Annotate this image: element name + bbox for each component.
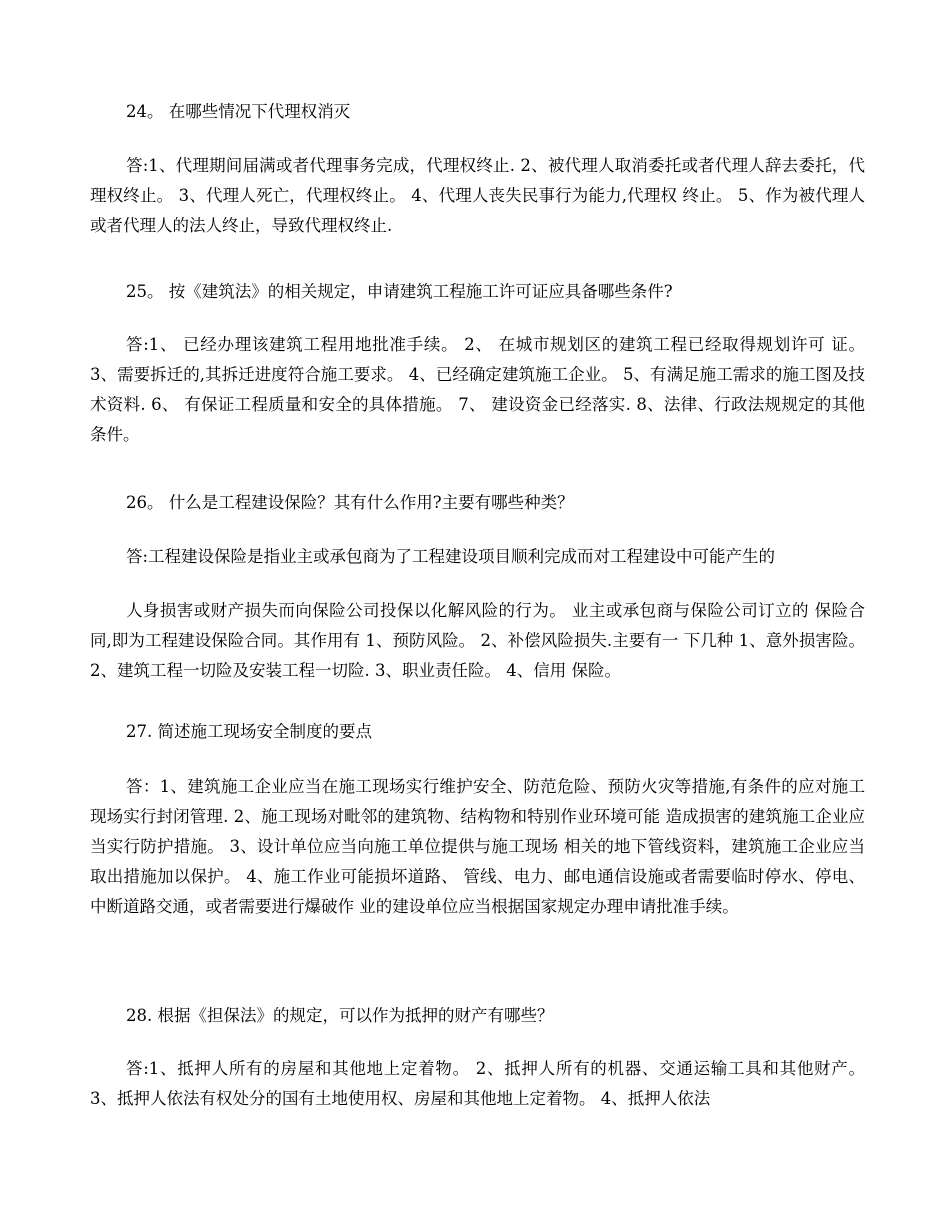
answer-24: 答:1、代理期间届满或者代理事务完成，代理权终止. 2、被代理人取消委托或者代理人辞去委托，代理权终止。 3、代理人死亡，代理权终止。 4、代理人丧失民事行为能力,代理权 终止。 5、作为被代理人或者代理人的法人终止，导致代理权终止.: [90, 156, 865, 235]
question-25: 25。 按《建筑法》的相关规定，申请建筑工程施工许可证应具备哪些条件?: [126, 282, 673, 301]
answer-26-intro: 答:工程建设保险是指业主或承包商为了工程建设项目顺利完成而对工程建设中可能产生的: [126, 547, 776, 566]
answer-26-body: 人身损害或财产损失而向保险公司投保以化解风险的行为。 业主或承包商与保险公司订立的 保险合同,即为工程建设保险合同。其作用有 1、预防风险。 2、补偿风险损失.主要有一 下几种 1、意外损害险。 2、建筑工程一切险及安装工程一切险. 3、职业责任险。 4、信用 保险。: [90, 601, 865, 680]
question-24: 24。 在哪些情况下代理权消灭: [126, 102, 351, 121]
answer-25: 答:1、 已经办理该建筑工程用地批准手续。 2、 在城市规划区的建筑工程已经取得规划许可 证。 3、需要拆迁的,其拆迁进度符合施工要求。 4、已经确定建筑施工企业。 5、有满足施工需求的施工图及技术资料. 6、 有保证工程质量和安全的具体措施。 7、 建设资金已经落实. 8、法律、行政法规规定的其他条件。: [90, 335, 865, 444]
answer-28: 答:1、抵押人所有的房屋和其他地上定着物。 2、抵押人所有的机器、交通运输工具和其他财产。 3、抵押人依法有权处分的国有土地使用权、房屋和其他地上定着物。 4、抵押人依法: [90, 1059, 865, 1108]
question-27: 27. 简述施工现场安全制度的要点: [126, 722, 372, 741]
question-26: 26。 什么是工程建设保险？其有什么作用?主要有哪些种类？: [126, 493, 574, 512]
question-28: 28. 根据《担保法》的规定，可以作为抵押的财产有哪些？: [126, 1006, 554, 1025]
answer-27: 答：1、建筑施工企业应当在施工现场实行维护安全、防范危险、预防火灾等措施,有条件的应对施工现场实行封闭管理. 2、施工现场对毗邻的建筑物、结构物和特别作业环境可能 造成损害的建筑施工企业应当实行防护措施。 3、设计单位应当向施工单位提供与施工现场 相关的地下管线资料，建筑施工企业应当取出措施加以保护。 4、施工作业可能损坏道路、 管线、电力、邮电通信设施或者需要临时停水、停电、中断道路交通，或者需要进行爆破作 业的建设单位应当根据国家规定办理申请批准手续。: [90, 777, 865, 916]
